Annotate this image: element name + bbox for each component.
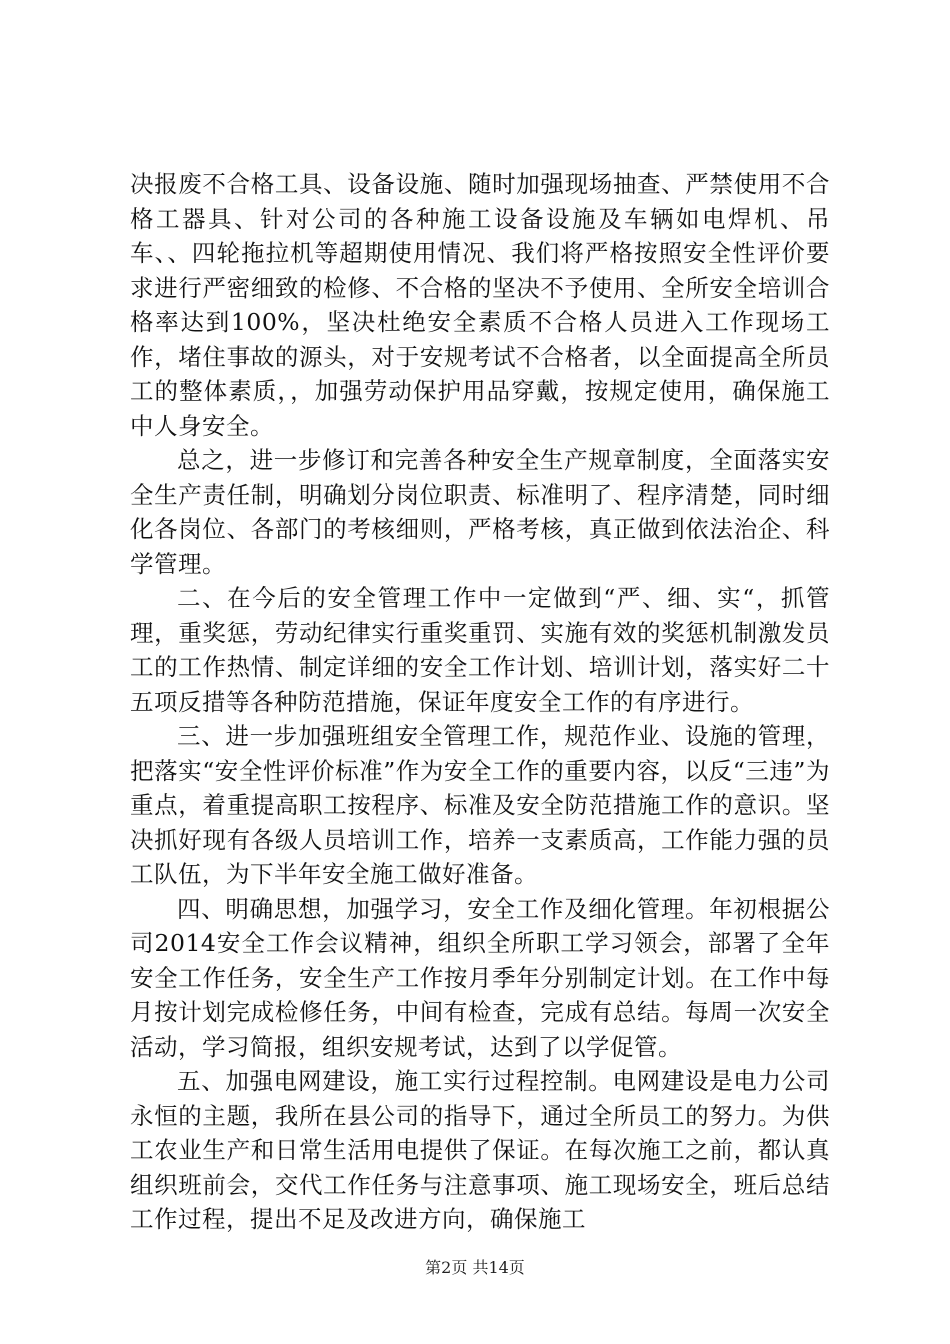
paragraph-continuation: 决报废不合格工具、设备设施、随时加强现场抽查、严禁使用不合格工器具、针对公司的各种施工设备设施及车辆如电焊机、吊车、、四轮拖拉机等超期使用情况、我们将严格按照安全性评价要求进行严密细致的检修、不合格的坚决不予使用、全所安全培训合格率达到100%，坚决杜绝安全素质不合格人员进入工作现场工作，堵住事故的源头，对于安规考试不合格者，以全面提高全所员工的整体素质，，加强劳动保护用品穿戴，按规定使用，确保施工中人身安全。: [130, 170, 830, 440]
paragraph-section-three: 三、进一步加强班组安全管理工作，规范作业、设施的管理，把落实“安全性评价标准”作为安全工作的重要内容，以反“三违”为重点，着重提高职工按程序、标准及安全防范措施工作的意识。坚决抓好现有各级人员培训工作，培养一支素质高，工作能力强的员工队伍，为下半年安全施工做好准备。: [130, 722, 830, 888]
paragraph-section-four: 四、明确思想，加强学习，安全工作及细化管理。年初根据公司2014安全工作会议精神，组织全所职工学习领会，部署了全年安全工作任务，安全生产工作按月季年分别制定计划。在工作中每月按计划完成检修任务，中间有检查，完成有总结。每周一次安全活动，学习简报，组织安规考试，达到了以学促管。: [130, 894, 830, 1061]
paragraph-section-five: 五、加强电网建设，施工实行过程控制。电网建设是电力公司永恒的主题，我所在县公司的指导下，通过全所员工的努力。为供工农业生产和日常生活用电提供了保证。在每次施工之前，都认真组织班前会，交代工作任务与注意事项、施工现场安全，班后总结工作过程，提出不足及改进方向，确保施工: [130, 1067, 830, 1233]
paragraph-summary: 总之，进一步修订和完善各种安全生产规章制度，全面落实安全生产责任制，明确划分岗位职责、标准明了、程序清楚，同时细化各岗位、各部门的考核细则，严格考核，真正做到依法治企、科学管理。: [130, 446, 830, 578]
page-number-footer: 第2页 共14页: [425, 1258, 525, 1277]
paragraph-section-two: 二、在今后的安全管理工作中一定做到“严、细、实“，抓管理，重奖惩，劳动纪律实行重奖重罚、实施有效的奖惩机制激发员工的工作热情、制定详细的安全工作计划、培训计划，落实好二十五项反措等各种防范措施，保证年度安全工作的有序进行。: [130, 584, 830, 716]
document-body: [130, 167, 830, 1237]
